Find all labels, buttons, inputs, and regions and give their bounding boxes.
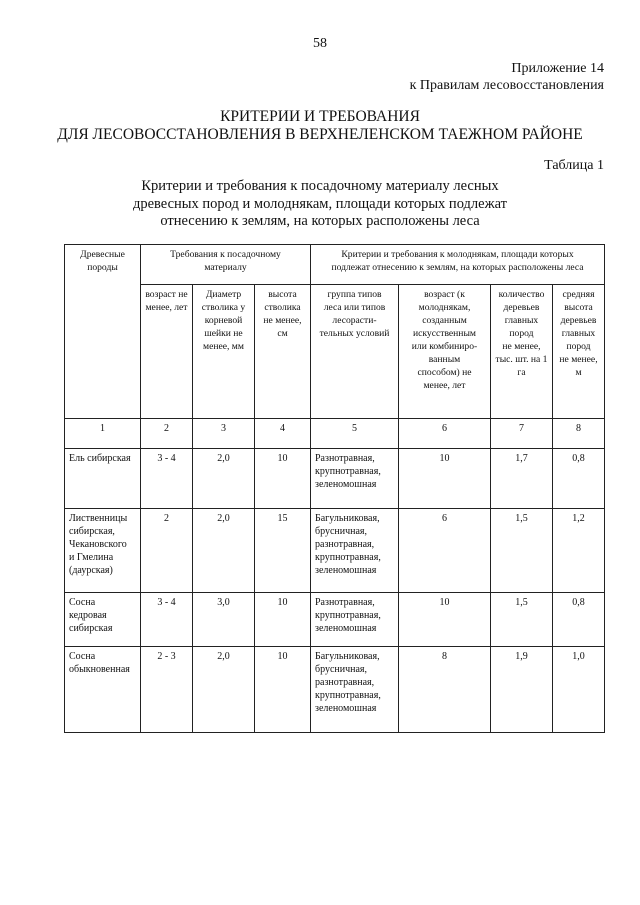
cell-line: Лиственницы bbox=[69, 513, 128, 524]
avg-height-cell: 0,8 bbox=[553, 449, 605, 509]
header-line: деревьев bbox=[560, 315, 597, 326]
diameter-cell: 2,0 bbox=[193, 449, 255, 509]
cell-line: Чекановского bbox=[69, 539, 127, 550]
header-young-age bbox=[399, 285, 491, 419]
diameter-cell: 2,0 bbox=[193, 509, 255, 593]
cell-line: брусничная, bbox=[315, 526, 368, 537]
table-row bbox=[65, 449, 605, 509]
header-line: стволика bbox=[264, 302, 301, 313]
age-cell: 2 bbox=[141, 509, 193, 593]
avg-height-cell: 1,0 bbox=[553, 647, 605, 733]
tree-count-cell: 1,5 bbox=[491, 509, 553, 593]
column-number: 7 bbox=[491, 419, 553, 449]
appendix-line-2: к Правилам лесовосстановления bbox=[409, 78, 604, 93]
cell-line: сибирская bbox=[69, 623, 113, 634]
header-line: главных bbox=[561, 328, 596, 339]
header-line: породы bbox=[87, 262, 118, 273]
header-diameter bbox=[193, 285, 255, 419]
height-cell: 15 bbox=[255, 509, 311, 593]
header-line: группа типов bbox=[327, 289, 382, 300]
cell-line: Багульниковая, bbox=[315, 513, 380, 524]
cell-line: Разнотравная, bbox=[315, 597, 375, 608]
header-line: подлежат отнесению к землям, на которых расположены леса bbox=[331, 262, 584, 273]
cell-line: Разнотравная, bbox=[315, 453, 375, 464]
cell-line: зеленомошная bbox=[315, 479, 377, 490]
tree-count-cell: 1,7 bbox=[491, 449, 553, 509]
caption-line-1: Критерии и требования к посадочному материалу лесных bbox=[141, 178, 499, 194]
cell-line: брусничная, bbox=[315, 664, 368, 675]
column-number-row bbox=[65, 419, 605, 449]
cell-line: обыкновенная bbox=[69, 664, 130, 675]
cell-line: зеленомошная bbox=[315, 703, 377, 714]
cell-line: крупнотравная, bbox=[315, 552, 381, 563]
header-line: леса или типов bbox=[323, 302, 386, 313]
table-row bbox=[65, 647, 605, 733]
caption-line-2: древесных пород и молоднякам, площади которых подлежат bbox=[132, 195, 507, 212]
age-cell: 2 - 3 bbox=[141, 647, 193, 733]
cell-line: сибирская, bbox=[69, 526, 115, 537]
appendix-reference bbox=[410, 60, 604, 94]
header-line: га bbox=[517, 367, 526, 378]
header-species bbox=[65, 245, 141, 419]
forest-type-cell bbox=[311, 509, 399, 593]
header-line: материалу bbox=[204, 262, 247, 273]
title-line-2: ДЛЯ ЛЕСОВОССТАНОВЛЕНИЯ В ВЕРХНЕЛЕНСКОМ ТАЕЖНОМ РАЙОНЕ bbox=[57, 126, 583, 143]
appendix-line-1: Приложение 14 bbox=[511, 61, 604, 76]
column-number: 1 bbox=[65, 419, 141, 449]
cell-line: Багульниковая, bbox=[315, 651, 380, 662]
avg-height-cell: 0,8 bbox=[553, 593, 605, 647]
header-line: менее, лет bbox=[423, 380, 466, 391]
species-cell bbox=[65, 593, 141, 647]
cell-line: разнотравная, bbox=[315, 677, 375, 688]
header-line: пород bbox=[509, 328, 534, 339]
avg-height-cell: 1,2 bbox=[553, 509, 605, 593]
header-tree-count bbox=[491, 285, 553, 419]
cell-line: разнотравная, bbox=[315, 539, 375, 550]
header-line: шейки не bbox=[204, 328, 243, 339]
criteria-table bbox=[64, 244, 605, 733]
young-age-cell: 6 bbox=[399, 509, 491, 593]
diameter-cell: 2,0 bbox=[193, 647, 255, 733]
cell-line: кедровая bbox=[69, 610, 107, 621]
header-avg-height bbox=[553, 285, 605, 419]
header-line: не менее, м bbox=[559, 354, 598, 378]
header-line: деревьев bbox=[503, 302, 540, 313]
title-line-1: КРИТЕРИИ И ТРЕБОВАНИЯ bbox=[220, 108, 420, 125]
column-number: 6 bbox=[399, 419, 491, 449]
header-line: средняя bbox=[562, 289, 595, 300]
diameter-cell: 3,0 bbox=[193, 593, 255, 647]
table-caption bbox=[80, 178, 560, 231]
header-line: лесорасти- bbox=[332, 315, 377, 326]
header-line: высота bbox=[268, 289, 297, 300]
header-line: стволика у bbox=[201, 302, 246, 313]
age-cell: 3 - 4 bbox=[141, 449, 193, 509]
cell-line: Сосна bbox=[69, 651, 96, 662]
header-line: см bbox=[277, 328, 288, 339]
cell-line: (даурская) bbox=[69, 565, 113, 576]
header-line: ванным bbox=[428, 354, 461, 365]
header-young-stands bbox=[311, 245, 605, 285]
column-number: 3 bbox=[193, 419, 255, 449]
header-line: Критерии и требования к молоднякам, площади которых bbox=[341, 249, 574, 260]
age-cell: 3 - 4 bbox=[141, 593, 193, 647]
forest-type-cell bbox=[311, 647, 399, 733]
table-row bbox=[65, 593, 605, 647]
header-line: тельных условий bbox=[319, 328, 390, 339]
header-line: менее, лет bbox=[145, 302, 188, 313]
height-cell: 10 bbox=[255, 647, 311, 733]
cell-line: Ель сибирская bbox=[69, 453, 131, 464]
cell-line: крупнотравная, bbox=[315, 610, 381, 621]
cell-line: зеленомошная bbox=[315, 623, 377, 634]
header-line: Требования к посадочному bbox=[170, 249, 281, 260]
header-line: Древесные bbox=[80, 249, 125, 260]
header-line: высота bbox=[564, 302, 593, 313]
forest-type-cell bbox=[311, 449, 399, 509]
header-line: количество bbox=[498, 289, 545, 300]
cell-line: крупнотравная, bbox=[315, 466, 381, 477]
forest-type-cell bbox=[311, 593, 399, 647]
header-line: корневой bbox=[204, 315, 243, 326]
header-line: не менее, bbox=[502, 341, 541, 352]
header-line: пород bbox=[566, 341, 591, 352]
header-line: Диаметр bbox=[205, 289, 242, 300]
header-planting-material bbox=[141, 245, 311, 285]
column-number: 4 bbox=[255, 419, 311, 449]
cell-line: крупнотравная, bbox=[315, 690, 381, 701]
header-line: искусственным bbox=[413, 328, 476, 339]
header-line: тыс. шт. на 1 bbox=[495, 354, 548, 365]
cell-line: и Гмелина bbox=[69, 552, 114, 563]
young-age-cell: 10 bbox=[399, 449, 491, 509]
cell-line: Сосна bbox=[69, 597, 96, 608]
header-line: молоднякам, bbox=[418, 302, 471, 313]
header-line: не менее, bbox=[263, 315, 302, 326]
species-cell bbox=[65, 449, 141, 509]
height-cell: 10 bbox=[255, 449, 311, 509]
column-number: 5 bbox=[311, 419, 399, 449]
species-cell bbox=[65, 647, 141, 733]
header-line: возраст не bbox=[145, 289, 188, 300]
header-line: главных bbox=[504, 315, 539, 326]
column-number: 2 bbox=[141, 419, 193, 449]
height-cell: 10 bbox=[255, 593, 311, 647]
species-cell bbox=[65, 509, 141, 593]
column-number: 8 bbox=[553, 419, 605, 449]
page-number: 58 bbox=[313, 36, 327, 51]
header-forest-type bbox=[311, 285, 399, 419]
young-age-cell: 10 bbox=[399, 593, 491, 647]
tree-count-cell: 1,9 bbox=[491, 647, 553, 733]
table-label: Таблица 1 bbox=[544, 158, 604, 173]
header-line: или комбиниро- bbox=[411, 341, 478, 352]
header-line: возраст (к bbox=[424, 289, 465, 300]
tree-count-cell: 1,5 bbox=[491, 593, 553, 647]
young-age-cell: 8 bbox=[399, 647, 491, 733]
header-line: созданным bbox=[422, 315, 467, 326]
header-line: менее, мм bbox=[203, 341, 244, 352]
header-age bbox=[141, 285, 193, 419]
caption-line-3: отнесению к землям, на которых расположены леса bbox=[160, 213, 480, 229]
header-line: способом) не bbox=[417, 367, 472, 378]
table-row bbox=[65, 509, 605, 593]
document-title bbox=[0, 108, 640, 144]
header-height bbox=[255, 285, 311, 419]
cell-line: зеленомошная bbox=[315, 565, 377, 576]
